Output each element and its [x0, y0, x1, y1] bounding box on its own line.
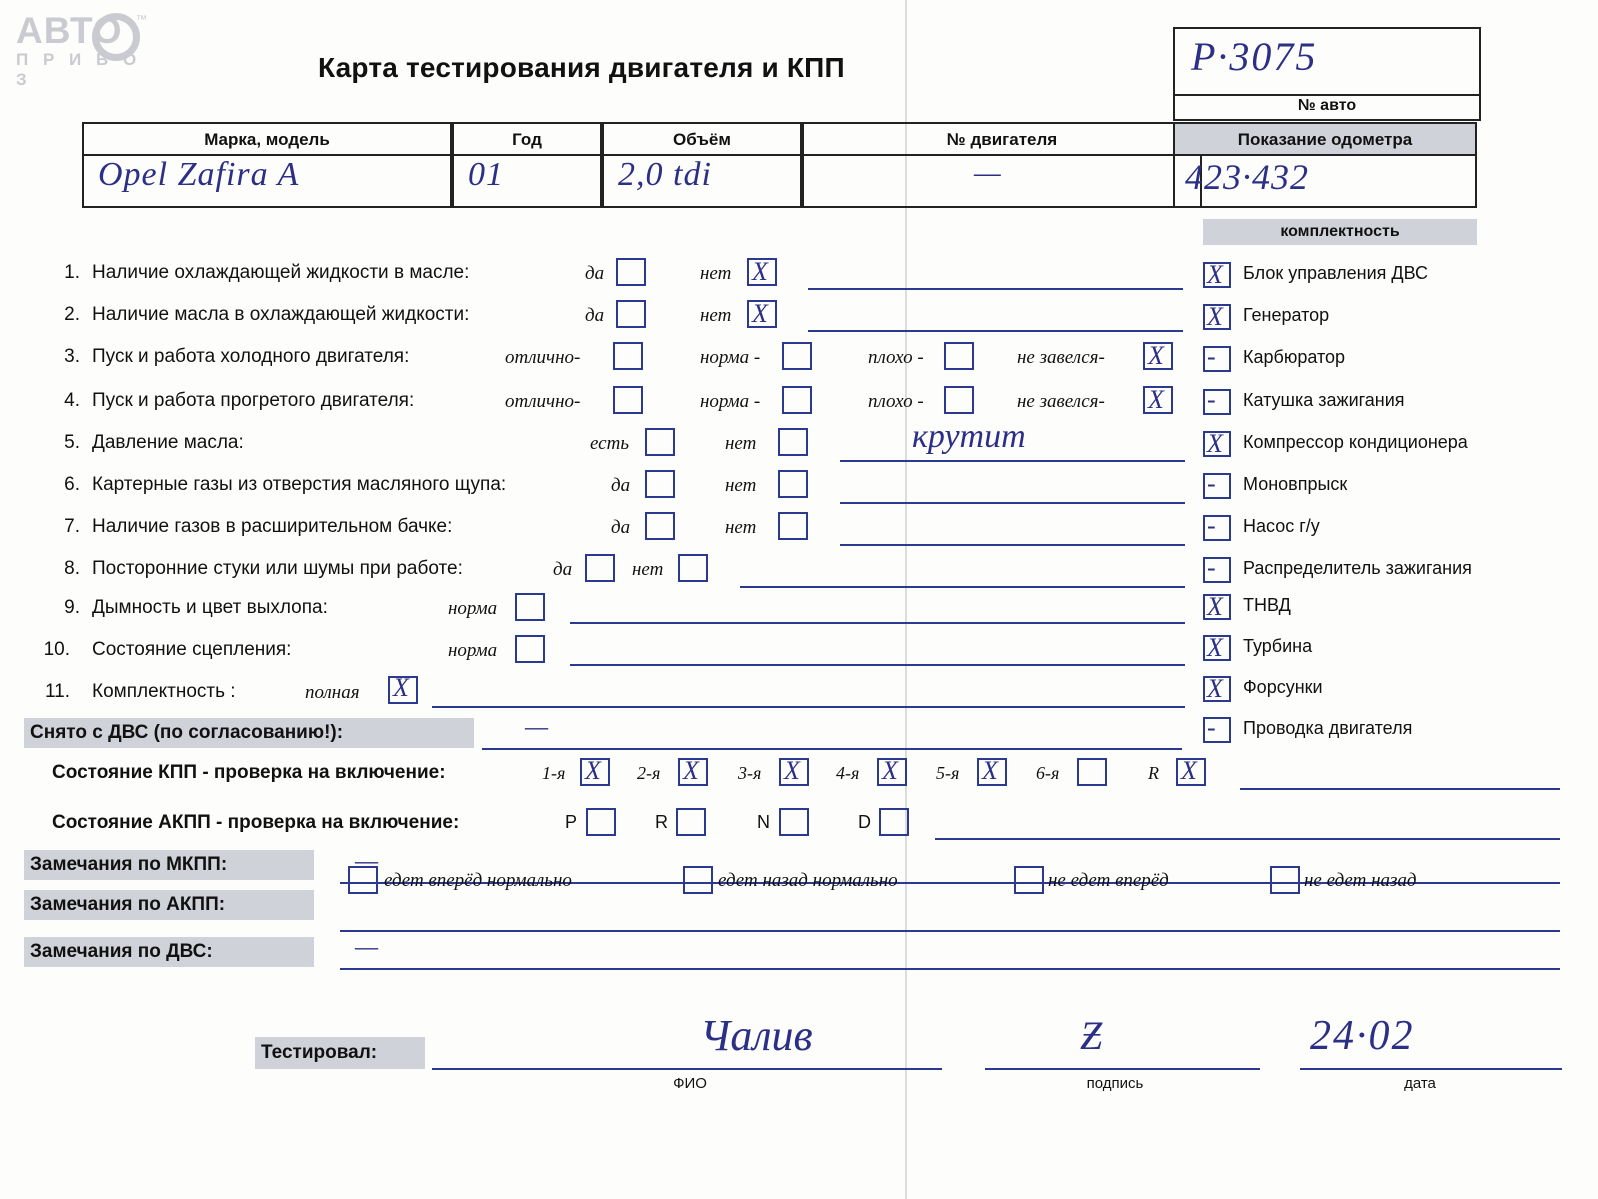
question-11-note-line[interactable]	[432, 706, 1185, 708]
komplekt-item-7-mark: -	[1207, 553, 1216, 582]
akpp-pos-0-label: P	[565, 812, 578, 832]
question-1-text: Наличие охлаждающей жидкости в масле:	[92, 262, 470, 283]
akpp-row-label: Состояние АКПП - проверка на включение:	[52, 812, 460, 833]
akpp-pos-2-label: N	[757, 812, 770, 832]
question-11-option-0-label: полная	[305, 682, 360, 703]
question-7-option-1-label: нет	[725, 517, 757, 538]
komplekt-item-8-mark: X	[1207, 592, 1223, 621]
mkpp-gear-1-label: 2-я	[637, 763, 661, 783]
question-7-number: 7.	[64, 516, 80, 537]
question-6-note-line[interactable]	[840, 502, 1185, 504]
akpp-pos-2-checkbox[interactable]	[779, 808, 809, 836]
question-6-option-0-label: да	[611, 475, 631, 496]
notes-mkpp-value: —	[355, 846, 379, 875]
akpp-pos-3-checkbox[interactable]	[879, 808, 909, 836]
logo-subtitle-text: П Р И В О З	[16, 50, 142, 89]
komplekt-item-5-mark: -	[1207, 469, 1216, 498]
mkpp-gear-1-checkbox[interactable]	[678, 758, 708, 786]
header-cell-model[interactable]	[82, 122, 452, 208]
komplekt-item-10-label: Форсунки	[1243, 677, 1323, 697]
notes-akpp-option-1-checkbox[interactable]	[683, 866, 713, 894]
komplekt-item-11-mark: -	[1207, 713, 1216, 742]
komplekt-item-7-label: Распределитель зажигания	[1243, 558, 1472, 578]
komplekt-item-6-label: Насос г/у	[1243, 516, 1320, 536]
header-label-year: Год	[454, 124, 600, 156]
mkpp-gear-2-label: 3-я	[738, 763, 762, 783]
header-value-engine-no: —	[974, 156, 1002, 189]
header-value-volume: 2,0 tdi	[618, 156, 712, 193]
question-2-option-1-checkbox[interactable]	[747, 300, 777, 328]
komplektnost-header: комплектность	[1203, 219, 1477, 245]
question-5-note-line[interactable]	[840, 460, 1185, 462]
question-9-option-0-label: норма	[448, 598, 498, 619]
question-3-option-2-label: плохо -	[868, 347, 924, 368]
header-value-year: 01	[468, 156, 504, 193]
question-4-option-0-checkbox[interactable]	[613, 386, 643, 414]
komplekt-item-10-mark: X	[1207, 674, 1223, 703]
akpp-pos-0-checkbox[interactable]	[586, 808, 616, 836]
komplekt-item-3-label: Катушка зажигания	[1243, 390, 1405, 410]
question-3-option-1-label: норма -	[700, 347, 761, 368]
question-11-number: 11.	[44, 681, 70, 702]
question-6-text: Картерные газы из отверстия масляного щупа:	[92, 474, 507, 495]
komplekt-item-9-label: Турбина	[1243, 636, 1313, 656]
notes-akpp-option-2-label: не едет вперёд	[1048, 870, 1169, 891]
question-3-option-3-label: не завелся-	[1017, 347, 1105, 368]
question-1-option-0-label: да	[585, 263, 605, 284]
vehicle-header-table	[82, 122, 1477, 208]
fio-line[interactable]	[432, 1068, 942, 1070]
question-10-number: 10.	[43, 639, 70, 660]
komplekt-item-4-mark: X	[1207, 429, 1223, 458]
mkpp-gear-4-checkbox[interactable]	[977, 758, 1007, 786]
question-7-text: Наличие газов в расширительном бачке:	[92, 516, 453, 537]
question-2-option-1-label: нет	[700, 305, 732, 326]
notes-akpp-option-0-checkbox[interactable]	[348, 866, 378, 894]
question-8-number: 8.	[64, 558, 80, 579]
question-10-text: Состояние сцепления:	[92, 639, 292, 660]
notes-dvs-line-top[interactable]	[340, 930, 1560, 932]
komplekt-item-8-checkbox[interactable]	[1203, 594, 1231, 620]
komplekt-item-2-mark: -	[1207, 342, 1216, 371]
mkpp-gear-2-mark: X	[784, 756, 800, 785]
question-9-number: 9.	[64, 597, 80, 618]
mkpp-gear-3-mark: X	[882, 756, 898, 785]
mkpp-gear-0-mark: X	[585, 756, 601, 785]
question-1-number: 1.	[64, 262, 80, 283]
komplekt-item-8-label: ТНВД	[1243, 595, 1291, 615]
header-value-model: Opel Zafira A	[98, 156, 300, 193]
notes-dvs-label: Замечания по ДВС:	[24, 937, 314, 967]
question-3-number: 3.	[64, 346, 80, 367]
mkpp-gear-5-label: 6-я	[1036, 763, 1060, 783]
question-1-note-line[interactable]	[808, 288, 1183, 290]
removed-from-engine-label: Снято с ДВС (по согласованию!):	[24, 718, 474, 748]
question-6-option-1-label: нет	[725, 475, 757, 496]
mkpp-note-line[interactable]	[1240, 788, 1560, 790]
question-8-text: Посторонние стуки или шумы при работе:	[92, 558, 463, 579]
question-5-option-0-label: есть	[590, 433, 629, 454]
fio-value: Чалив	[700, 1011, 813, 1060]
mkpp-gear-6-label: R	[1148, 763, 1159, 783]
notes-akpp-option-3-label: не едет назад	[1304, 870, 1417, 891]
header-label-model: Марка, модель	[84, 124, 450, 156]
question-4-option-3-mark: X	[1148, 385, 1164, 414]
header-label-engine-no: № двигателя	[804, 124, 1200, 156]
mkpp-gear-5-checkbox[interactable]	[1077, 758, 1107, 786]
avtoprivoz-logo	[8, 8, 158, 89]
komplekt-item-1-label: Генератор	[1243, 305, 1330, 325]
question-4-number: 4.	[64, 390, 80, 411]
vehicle-plate-label: № авто	[1173, 93, 1481, 121]
question-10-option-0-checkbox[interactable]	[515, 635, 545, 663]
signature-value: Ƶ	[1080, 1013, 1103, 1058]
signature-line[interactable]	[985, 1068, 1260, 1070]
notes-akpp-option-0-label: едет вперёд нормально	[384, 870, 572, 891]
mkpp-gear-2-checkbox[interactable]	[779, 758, 809, 786]
komplekt-item-1-checkbox[interactable]	[1203, 304, 1231, 330]
question-8-note-line[interactable]	[740, 586, 1185, 588]
signature-caption: подпись	[1086, 1075, 1144, 1092]
question-1-option-0-checkbox[interactable]	[616, 258, 646, 286]
question-11-option-0-mark: X	[393, 673, 409, 702]
question-2-option-0-checkbox[interactable]	[616, 300, 646, 328]
question-6-option-0-checkbox[interactable]	[645, 470, 675, 498]
notes-akpp-option-3-checkbox[interactable]	[1270, 866, 1300, 894]
akpp-pos-3-label: D	[858, 812, 871, 832]
komplekt-item-2-checkbox[interactable]	[1203, 342, 1231, 372]
question-4-text: Пуск и работа прогретого двигателя:	[92, 390, 415, 411]
question-6-option-1-checkbox[interactable]	[778, 470, 808, 498]
question-9-text: Дымность и цвет выхлопа:	[92, 597, 328, 618]
komplekt-item-9-mark: X	[1207, 633, 1223, 662]
question-8-option-0-checkbox[interactable]	[585, 554, 615, 582]
mkpp-gear-0-checkbox[interactable]	[580, 758, 610, 786]
komplekt-item-0-checkbox[interactable]	[1203, 262, 1231, 288]
question-7-option-0-label: да	[611, 517, 631, 538]
question-4-option-2-label: плохо -	[868, 391, 924, 412]
komplekt-item-11-label: Проводка двигателя	[1243, 718, 1413, 738]
notes-dvs-value: —	[355, 932, 379, 961]
question-10-note-line[interactable]	[570, 664, 1185, 666]
question-1-option-1-mark: X	[752, 257, 768, 286]
mkpp-gear-4-mark: X	[982, 756, 998, 785]
vehicle-plate-box[interactable]	[1173, 27, 1481, 96]
removed-from-engine-line[interactable]	[482, 748, 1182, 750]
mkpp-gear-4-label: 5-я	[936, 763, 960, 783]
komplekt-item-2-label: Карбюратор	[1243, 347, 1346, 367]
komplekt-item-4-label: Компрессор кондиционера	[1243, 432, 1468, 452]
notes-akpp-option-1-label: едет назад нормально	[718, 870, 898, 891]
question-5-note-value: крутит	[912, 418, 1026, 455]
question-4-option-0-label: отлично-	[505, 391, 581, 412]
header-cell-odometer[interactable]	[1173, 122, 1477, 208]
notes-akpp-option-2-checkbox[interactable]	[1014, 866, 1044, 894]
page-title: Карта тестирования двигателя и КПП	[318, 52, 845, 83]
question-3-option-1-checkbox[interactable]	[782, 342, 812, 370]
vehicle-plate-value: Р·3075	[1191, 34, 1318, 79]
question-8-option-1-checkbox[interactable]	[678, 554, 708, 582]
komplekt-item-0-label: Блок управления ДВС	[1243, 263, 1428, 283]
question-4-option-2-checkbox[interactable]	[944, 386, 974, 414]
tested-by-label: Тестировал:	[255, 1037, 425, 1069]
mkpp-gear-6-checkbox[interactable]	[1176, 758, 1206, 786]
header-cell-year[interactable]	[452, 122, 602, 208]
question-3-option-0-label: отлично-	[505, 347, 581, 368]
question-4-option-1-checkbox[interactable]	[782, 386, 812, 414]
komplekt-item-3-checkbox[interactable]	[1203, 385, 1231, 415]
date-line[interactable]	[1300, 1068, 1562, 1070]
question-5-number: 5.	[64, 432, 80, 453]
question-10-option-0-label: норма	[448, 640, 498, 661]
question-3-text: Пуск и работа холодного двигателя:	[92, 346, 410, 367]
mkpp-gear-3-checkbox[interactable]	[877, 758, 907, 786]
question-3-option-3-checkbox[interactable]	[1143, 342, 1173, 370]
komplekt-item-7-checkbox[interactable]	[1203, 553, 1231, 583]
header-cell-volume[interactable]	[602, 122, 802, 208]
date-value: 24·02	[1310, 1013, 1415, 1059]
question-5-option-1-checkbox[interactable]	[778, 428, 808, 456]
logo-brand-text: АВТО	[16, 10, 123, 51]
mkpp-row-label: Состояние КПП - проверка на включение:	[52, 762, 446, 783]
komplekt-item-5-checkbox[interactable]	[1203, 469, 1231, 499]
question-3-option-2-checkbox[interactable]	[944, 342, 974, 370]
komplekt-item-5-label: Моновпрыск	[1243, 474, 1348, 494]
notes-akpp-label: Замечания по АКПП:	[24, 890, 314, 920]
akpp-note-line[interactable]	[935, 838, 1560, 840]
komplekt-item-9-checkbox[interactable]	[1203, 635, 1231, 661]
question-2-note-line[interactable]	[808, 330, 1183, 332]
fio-caption: ФИО	[673, 1075, 707, 1092]
komplekt-item-1-mark: X	[1207, 302, 1223, 331]
question-2-option-0-label: да	[585, 305, 605, 326]
komplekt-item-6-mark: -	[1207, 511, 1216, 540]
mkpp-gear-6-mark: X	[1181, 756, 1197, 785]
date-caption: дата	[1404, 1075, 1436, 1092]
question-7-option-0-checkbox[interactable]	[645, 512, 675, 540]
notes-dvs-line[interactable]	[340, 968, 1560, 970]
header-label-odometer: Показание одометра	[1175, 124, 1475, 156]
question-3-option-3-mark: X	[1148, 341, 1164, 370]
question-11-option-0-checkbox[interactable]	[388, 673, 418, 704]
question-7-option-1-checkbox[interactable]	[778, 512, 808, 540]
question-5-option-0-checkbox[interactable]	[645, 428, 675, 456]
question-11-text: Комплектность :	[92, 681, 236, 702]
komplekt-item-6-checkbox[interactable]	[1203, 511, 1231, 541]
removed-from-engine-value: —	[525, 712, 549, 741]
komplekt-item-11-checkbox[interactable]	[1203, 713, 1231, 743]
question-7-note-line[interactable]	[840, 544, 1185, 546]
question-2-number: 2.	[64, 304, 80, 325]
question-1-option-1-label: нет	[700, 263, 732, 284]
question-1-option-1-checkbox[interactable]	[747, 258, 777, 286]
question-3-option-0-checkbox[interactable]	[613, 342, 643, 370]
question-4-option-3-label: не завелся-	[1017, 391, 1105, 412]
question-2-option-1-mark: X	[752, 299, 768, 328]
logo-tm-mark: ™	[136, 14, 147, 26]
header-value-odometer: 423·432	[1185, 157, 1309, 197]
question-2-text: Наличие масла в охлаждающей жидкости:	[92, 304, 470, 325]
header-label-volume: Объём	[604, 124, 800, 156]
question-6-number: 6.	[64, 474, 80, 495]
question-9-option-0-checkbox[interactable]	[515, 593, 545, 621]
question-5-option-1-label: нет	[725, 433, 757, 454]
question-9-note-line[interactable]	[570, 622, 1185, 624]
akpp-pos-1-checkbox[interactable]	[676, 808, 706, 836]
question-4-option-3-checkbox[interactable]	[1143, 386, 1173, 414]
question-8-option-1-label: нет	[632, 559, 664, 580]
komplekt-item-10-checkbox[interactable]	[1203, 676, 1231, 702]
mkpp-gear-1-mark: X	[683, 756, 699, 785]
mkpp-gear-0-label: 1-я	[542, 763, 566, 783]
question-4-option-1-label: норма -	[700, 391, 761, 412]
komplekt-item-0-mark: X	[1207, 260, 1223, 289]
question-8-option-0-label: да	[553, 559, 573, 580]
mkpp-gear-3-label: 4-я	[836, 763, 860, 783]
question-5-text: Давление масла:	[92, 432, 244, 453]
notes-mkpp-label: Замечания по МКПП:	[24, 850, 314, 880]
akpp-pos-1-label: R	[655, 812, 668, 832]
komplekt-item-4-checkbox[interactable]	[1203, 431, 1231, 457]
komplekt-item-3-mark: -	[1207, 385, 1216, 414]
header-cell-engine-no[interactable]	[802, 122, 1202, 208]
